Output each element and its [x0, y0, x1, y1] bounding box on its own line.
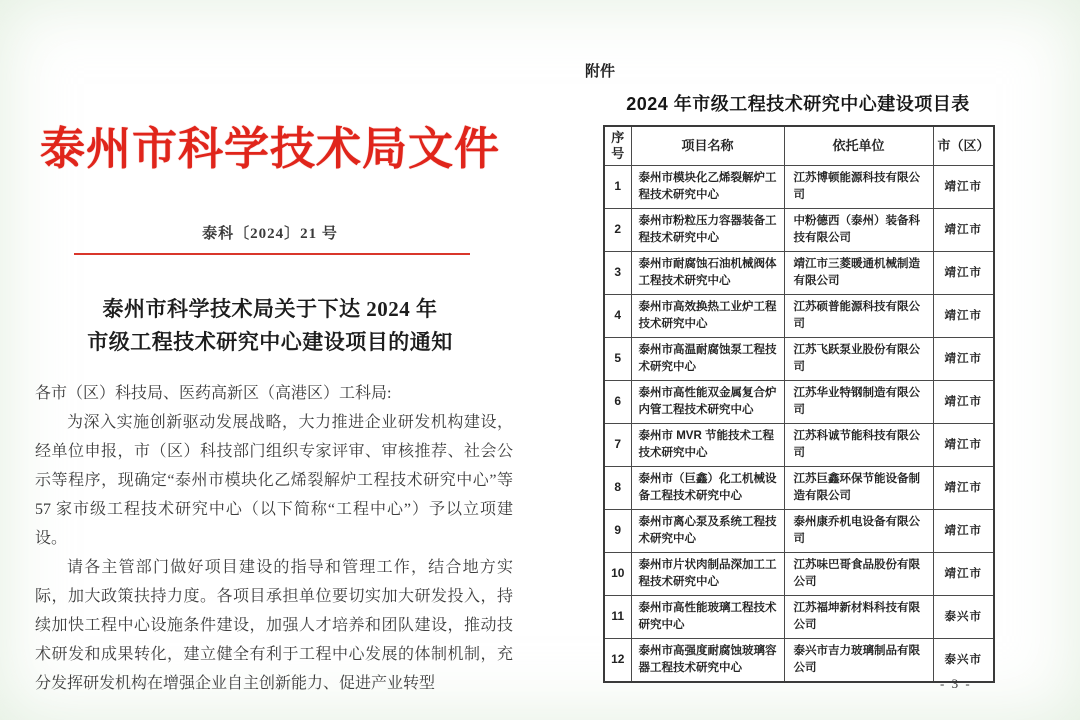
col-header-org: 依托单位: [784, 126, 933, 166]
document-title-line2: 市级工程技术研究中心建设项目的通知: [87, 330, 453, 354]
attachment-label: 附件: [585, 63, 616, 80]
col-header-index: 序号: [604, 126, 631, 166]
row-index: 1: [604, 166, 631, 209]
district: 靖江市: [933, 338, 994, 381]
project-table: [603, 125, 995, 683]
project-name: 泰州市高温耐腐蚀泵工程技术研究中心: [631, 338, 784, 381]
district: 靖江市: [933, 166, 994, 209]
org-name: 江苏华业特钢制造有限公司: [784, 381, 933, 424]
page-right: [540, 0, 1080, 720]
org-name: 江苏福坤新材料科技有限公司: [784, 596, 933, 639]
table-row: [604, 166, 994, 209]
table-row: [604, 467, 994, 510]
table-row: [604, 510, 994, 553]
row-index: 6: [604, 381, 631, 424]
project-name: 泰州市片状肉制品深加工工程技术研究中心: [631, 553, 784, 596]
district: 靖江市: [933, 467, 994, 510]
row-index: 11: [604, 596, 631, 639]
document-title: [20, 293, 520, 359]
table-title: 2024 年市级工程技术研究中心建设项目表: [626, 94, 970, 114]
letterhead-divider: [74, 253, 470, 255]
col-header-project: 项目名称: [631, 126, 784, 166]
org-name: 中粉德西（泰州）装备科技有限公司: [784, 209, 933, 252]
org-name: 江苏博顿能源科技有限公司: [784, 166, 933, 209]
project-name: 泰州市高性能玻璃工程技术研究中心: [631, 596, 784, 639]
document-body: [35, 379, 513, 698]
org-name: 江苏味巴哥食品股份有限公司: [784, 553, 933, 596]
project-name: 泰州市 MVR 节能技术工程技术研究中心: [631, 424, 784, 467]
org-name: 靖江市三菱暖通机械制造有限公司: [784, 252, 933, 295]
org-name: 泰兴市吉力玻璃制品有限公司: [784, 639, 933, 683]
page-number: - 3 -: [940, 676, 972, 691]
project-name: 泰州市高强度耐腐蚀玻璃容器工程技术研究中心: [631, 639, 784, 683]
table-row: [604, 553, 994, 596]
district: 靖江市: [933, 209, 994, 252]
table-row: [604, 424, 994, 467]
district: 泰兴市: [933, 596, 994, 639]
table-row: [604, 295, 994, 338]
project-name: 泰州市模块化乙烯裂解炉工程技术研究中心: [631, 166, 784, 209]
table-row: [604, 596, 994, 639]
table-row: [604, 639, 994, 683]
paragraph-2: 请各主管部门做好项目建设的指导和管理工作，结合地方实际，加大政策扶持力度。各项目承担单位要切实加大研发投入，持续加快工程中心设施条件建设，加强人才培养和团队建设，推动技术研发和成果转化，建立健全有利于工程中心发展的体制机制，充分发挥研发机构在增强企业自主创新能力、促进产业转型: [35, 559, 513, 692]
org-name: 江苏飞跃泵业股份有限公司: [784, 338, 933, 381]
row-index: 10: [604, 553, 631, 596]
project-name: 泰州市离心泵及系统工程技术研究中心: [631, 510, 784, 553]
district: 泰兴市: [933, 639, 994, 683]
project-name: 泰州市高效换热工业炉工程技术研究中心: [631, 295, 784, 338]
district: 靖江市: [933, 510, 994, 553]
district: 靖江市: [933, 252, 994, 295]
table-row: [604, 209, 994, 252]
project-name: 泰州市粉粒压力容器装备工程技术研究中心: [631, 209, 784, 252]
table-row: [604, 338, 994, 381]
document-number: 泰科〔2024〕21 号: [202, 226, 338, 242]
row-index: 4: [604, 295, 631, 338]
table-row: [604, 381, 994, 424]
row-index: 12: [604, 639, 631, 683]
col-header-district: 市（区）: [933, 126, 994, 166]
org-name: 江苏科诚节能科技有限公司: [784, 424, 933, 467]
paragraph-1: 为深入实施创新驱动发展战略，大力推进企业研发机构建设，经单位申报，市（区）科技部门组织专家评审、审核推荐、社会公示等程序，现确定“泰州市模块化乙烯裂解炉工程技术研究中心”等 57 家市级工程技术研究中心（以下简称“工程中心”）予以立项建设。: [35, 414, 513, 547]
row-index: 7: [604, 424, 631, 467]
row-index: 9: [604, 510, 631, 553]
row-index: 5: [604, 338, 631, 381]
org-name: 江苏巨鑫环保节能设备制造有限公司: [784, 467, 933, 510]
table-header-row: [604, 126, 994, 166]
district: 靖江市: [933, 553, 994, 596]
org-name: 泰州康乔机电设备有限公司: [784, 510, 933, 553]
table-row: [604, 252, 994, 295]
project-name: 泰州市耐腐蚀石油机械阀体工程技术研究中心: [631, 252, 784, 295]
district: 靖江市: [933, 381, 994, 424]
salutation: 各市（区）科技局、医药高新区（高港区）工科局:: [35, 385, 392, 402]
project-name: 泰州市高性能双金属复合炉内管工程技术研究中心: [631, 381, 784, 424]
document-title-line1: 泰州市科学技术局关于下达 2024 年: [102, 297, 438, 321]
org-name: 江苏硕普能源科技有限公司: [784, 295, 933, 338]
row-index: 8: [604, 467, 631, 510]
row-index: 3: [604, 252, 631, 295]
district: 靖江市: [933, 424, 994, 467]
project-name: 泰州市（巨鑫）化工机械设备工程技术研究中心: [631, 467, 784, 510]
district: 靖江市: [933, 295, 994, 338]
agency-letterhead: 泰州市科学技术局文件: [39, 124, 500, 174]
row-index: 2: [604, 209, 631, 252]
